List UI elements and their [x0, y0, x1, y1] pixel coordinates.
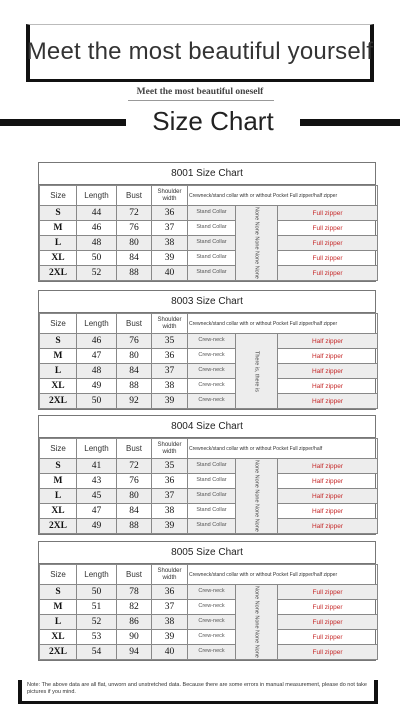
size-table-title: 8004 Size Chart	[39, 416, 375, 438]
cell-zipper: Full zipper	[278, 630, 378, 645]
col-header-size: Size	[40, 314, 77, 334]
cell-shoulder: 37	[152, 489, 188, 504]
col-header-size: Size	[40, 565, 77, 585]
cell-size: XL	[40, 504, 77, 519]
cell-length: 48	[77, 236, 117, 251]
cell-zipper: Full zipper	[278, 221, 378, 236]
cell-length: 41	[77, 459, 117, 474]
cell-collar: Crew-neck	[188, 364, 236, 379]
table-row	[40, 489, 378, 504]
cell-size: L	[40, 236, 77, 251]
size-table-1	[38, 162, 376, 282]
cell-size: 2XL	[40, 519, 77, 534]
cell-zipper: Full zipper	[278, 266, 378, 281]
table-row	[40, 519, 378, 534]
col-header-length: Length	[77, 314, 117, 334]
cell-zipper: Half zipper	[278, 459, 378, 474]
col-header-style: Crewneck/stand collar with or without Pocket Full zipper/half zipper	[188, 565, 378, 585]
cell-collar: Stand Collar	[188, 206, 236, 221]
size-table-grid	[39, 313, 378, 409]
cell-size: L	[40, 615, 77, 630]
cell-size: S	[40, 585, 77, 600]
cell-shoulder: 38	[152, 379, 188, 394]
cell-collar: Crew-neck	[188, 379, 236, 394]
col-header-style: Crewneck/stand collar with or without Pocket Full zipper/half zipper	[188, 186, 378, 206]
table-row	[40, 615, 378, 630]
cell-shoulder: 39	[152, 630, 188, 645]
table-row	[40, 266, 378, 281]
size-table-grid	[39, 438, 378, 534]
table-row	[40, 364, 378, 379]
size-table-title: 8001 Size Chart	[39, 163, 375, 185]
cell-length: 46	[77, 334, 117, 349]
table-row	[40, 236, 378, 251]
table-row	[40, 630, 378, 645]
col-header-bust: Bust	[117, 314, 152, 334]
cell-bust: 90	[117, 630, 152, 645]
cell-bust: 82	[117, 600, 152, 615]
cell-collar: Stand Collar	[188, 474, 236, 489]
cell-size: S	[40, 334, 77, 349]
table-row	[40, 504, 378, 519]
cell-zipper: Full zipper	[278, 251, 378, 266]
table-row	[40, 206, 378, 221]
cell-shoulder: 36	[152, 585, 188, 600]
cell-collar: Stand Collar	[188, 459, 236, 474]
cell-shoulder: 40	[152, 645, 188, 660]
cell-bust: 80	[117, 349, 152, 364]
cell-length: 52	[77, 266, 117, 281]
cell-collar: Crew-neck	[188, 645, 236, 660]
table-row	[40, 349, 378, 364]
cell-length: 50	[77, 585, 117, 600]
cell-zipper: Half zipper	[278, 334, 378, 349]
table-row	[40, 585, 378, 600]
cell-length: 44	[77, 206, 117, 221]
cell-collar: Crew-neck	[188, 630, 236, 645]
table-row	[40, 459, 378, 474]
cell-bust: 94	[117, 645, 152, 660]
col-header-style: Crewneck/stand collar with or without Pocket Full zipper/half zipper	[188, 314, 378, 334]
cell-shoulder: 38	[152, 504, 188, 519]
cell-collar: Stand Collar	[188, 251, 236, 266]
cell-collar: Crew-neck	[188, 349, 236, 364]
cell-size: 2XL	[40, 394, 77, 409]
size-table-title: 8005 Size Chart	[39, 542, 375, 564]
cell-length: 47	[77, 504, 117, 519]
cell-zipper: Half zipper	[278, 379, 378, 394]
cell-size: 2XL	[40, 645, 77, 660]
size-table-3	[38, 415, 376, 535]
cell-collar: Stand Collar	[188, 519, 236, 534]
cell-bust: 76	[117, 221, 152, 236]
cell-shoulder: 35	[152, 459, 188, 474]
col-header-length: Length	[77, 439, 117, 459]
cell-bust: 84	[117, 251, 152, 266]
cell-length: 43	[77, 474, 117, 489]
table-row	[40, 379, 378, 394]
col-header-size: Size	[40, 186, 77, 206]
size-table-grid	[39, 185, 378, 281]
cell-zipper: Full zipper	[278, 585, 378, 600]
banner-title: Meet the most beautiful yourself	[26, 38, 374, 65]
cell-collar: Stand Collar	[188, 266, 236, 281]
cell-collar: Crew-neck	[188, 585, 236, 600]
col-header-length: Length	[77, 565, 117, 585]
cell-shoulder: 36	[152, 474, 188, 489]
cell-size: S	[40, 459, 77, 474]
cell-bust: 72	[117, 459, 152, 474]
cell-collar: Stand Collar	[188, 504, 236, 519]
cell-collar: Stand Collar	[188, 236, 236, 251]
table-row	[40, 221, 378, 236]
cell-size: XL	[40, 379, 77, 394]
cell-length: 54	[77, 645, 117, 660]
size-table-grid	[39, 564, 378, 660]
cell-size: XL	[40, 251, 77, 266]
cell-collar: Crew-neck	[188, 394, 236, 409]
cell-length: 48	[77, 364, 117, 379]
cell-shoulder: 37	[152, 221, 188, 236]
cell-collar: Crew-neck	[188, 615, 236, 630]
cell-size: S	[40, 206, 77, 221]
size-table-title: 8003 Size Chart	[39, 291, 375, 313]
col-header-bust: Bust	[117, 439, 152, 459]
col-header-shoulder: Shoulder width	[152, 186, 188, 206]
cell-zipper: Full zipper	[278, 645, 378, 660]
cell-zipper: Half zipper	[278, 364, 378, 379]
cell-zipper: Full zipper	[278, 206, 378, 221]
cell-collar: Stand Collar	[188, 221, 236, 236]
cell-pocket: None None None None None	[236, 206, 278, 281]
cell-shoulder: 39	[152, 394, 188, 409]
measurement-note: Note: The above data are all flat, unworn and unstretched data. Because there are some errors in manual measurement, please do not take pictures if you mind.	[18, 680, 378, 704]
cell-shoulder: 40	[152, 266, 188, 281]
cell-bust: 86	[117, 615, 152, 630]
table-row	[40, 474, 378, 489]
cell-bust: 88	[117, 519, 152, 534]
cell-length: 51	[77, 600, 117, 615]
cell-shoulder: 37	[152, 364, 188, 379]
cell-bust: 88	[117, 379, 152, 394]
size-table-4	[38, 541, 376, 661]
cell-size: L	[40, 489, 77, 504]
cell-size: M	[40, 474, 77, 489]
col-header-bust: Bust	[117, 186, 152, 206]
cell-shoulder: 36	[152, 349, 188, 364]
table-row	[40, 645, 378, 660]
col-header-length: Length	[77, 186, 117, 206]
cell-shoulder: 35	[152, 334, 188, 349]
table-row	[40, 251, 378, 266]
cell-bust: 92	[117, 394, 152, 409]
cell-length: 47	[77, 349, 117, 364]
cell-zipper: Full zipper	[278, 615, 378, 630]
cell-zipper: Full zipper	[278, 600, 378, 615]
heading-bar-left	[0, 119, 126, 126]
cell-collar: Crew-neck	[188, 600, 236, 615]
cell-zipper: Half zipper	[278, 504, 378, 519]
cell-shoulder: 39	[152, 251, 188, 266]
cell-size: M	[40, 221, 77, 236]
cell-zipper: Full zipper	[278, 236, 378, 251]
col-header-bust: Bust	[117, 565, 152, 585]
subtitle-underline	[128, 100, 274, 101]
subtitle: Meet the most beautiful oneself	[136, 87, 264, 97]
cell-length: 52	[77, 615, 117, 630]
cell-bust: 88	[117, 266, 152, 281]
cell-bust: 78	[117, 585, 152, 600]
col-header-shoulder: Shoulder width	[152, 565, 188, 585]
cell-size: M	[40, 600, 77, 615]
table-row	[40, 600, 378, 615]
heading-bar-right	[300, 119, 400, 126]
cell-shoulder: 37	[152, 600, 188, 615]
cell-bust: 76	[117, 334, 152, 349]
cell-zipper: Half zipper	[278, 519, 378, 534]
cell-length: 50	[77, 251, 117, 266]
cell-length: 50	[77, 394, 117, 409]
size-table-2	[38, 290, 376, 410]
banner	[26, 24, 374, 82]
cell-length: 49	[77, 379, 117, 394]
cell-shoulder: 39	[152, 519, 188, 534]
cell-bust: 84	[117, 364, 152, 379]
cell-shoulder: 38	[152, 236, 188, 251]
cell-zipper: Half zipper	[278, 474, 378, 489]
col-header-size: Size	[40, 439, 77, 459]
cell-pocket: There is, there is	[236, 334, 278, 409]
cell-bust: 72	[117, 206, 152, 221]
table-row	[40, 394, 378, 409]
cell-bust: 80	[117, 489, 152, 504]
cell-zipper: Half zipper	[278, 394, 378, 409]
cell-collar: Crew-neck	[188, 334, 236, 349]
cell-bust: 80	[117, 236, 152, 251]
col-header-shoulder: Shoulder width	[152, 439, 188, 459]
cell-size: 2XL	[40, 266, 77, 281]
cell-pocket: None None None None None	[236, 459, 278, 534]
cell-shoulder: 36	[152, 206, 188, 221]
cell-size: M	[40, 349, 77, 364]
cell-bust: 76	[117, 474, 152, 489]
cell-zipper: Half zipper	[278, 349, 378, 364]
cell-zipper: Half zipper	[278, 489, 378, 504]
cell-bust: 84	[117, 504, 152, 519]
cell-shoulder: 38	[152, 615, 188, 630]
size-chart-heading: Size Chart	[152, 106, 274, 136]
table-row	[40, 334, 378, 349]
cell-length: 45	[77, 489, 117, 504]
cell-size: XL	[40, 630, 77, 645]
cell-size: L	[40, 364, 77, 379]
cell-length: 49	[77, 519, 117, 534]
cell-length: 53	[77, 630, 117, 645]
col-header-style: Crewneck/stand collar with or without Pocket Full zipper/half	[188, 439, 378, 459]
cell-pocket: None None None None None	[236, 585, 278, 660]
cell-collar: Stand Collar	[188, 489, 236, 504]
col-header-shoulder: Shoulder width	[152, 314, 188, 334]
cell-length: 46	[77, 221, 117, 236]
